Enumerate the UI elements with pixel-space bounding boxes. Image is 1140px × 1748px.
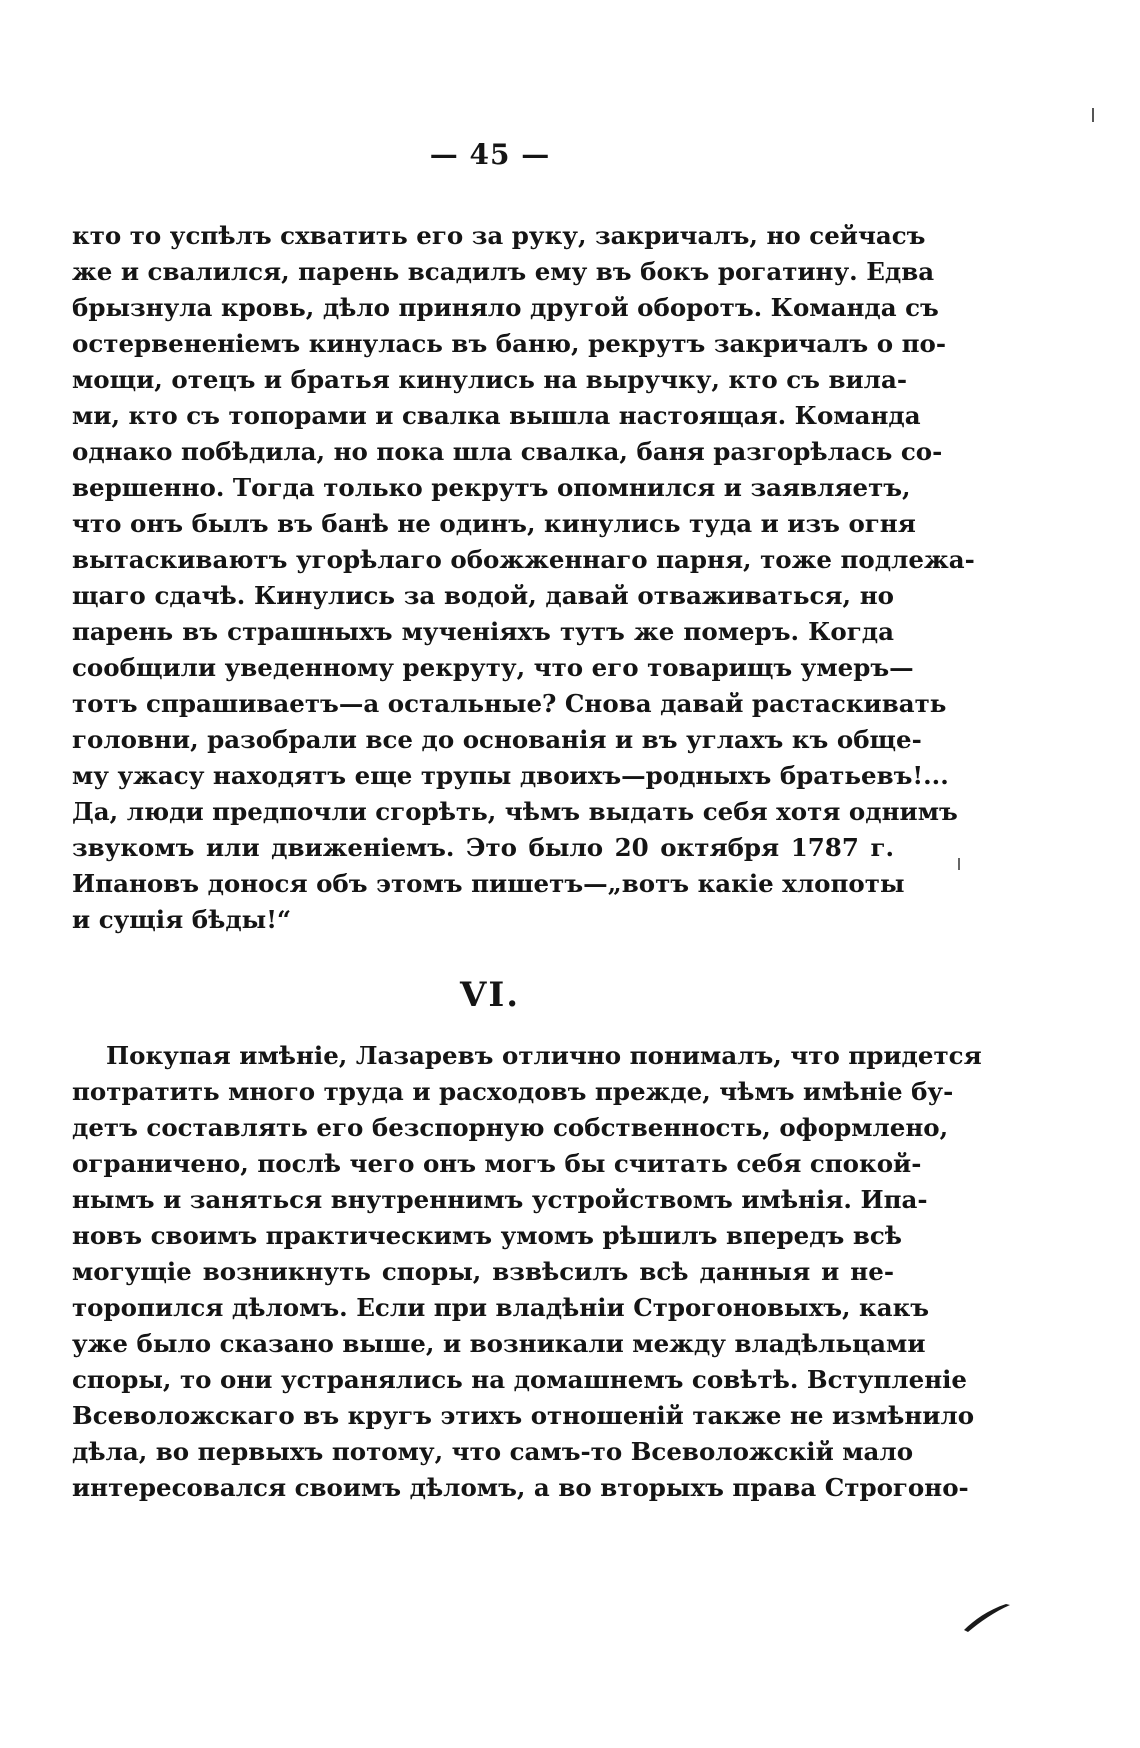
text-line: однако побѣдила, но пока шла свалка, баня разгорѣлась со- bbox=[72, 437, 943, 466]
text-line: мощи, отецъ и братья кинулись на выручку, кто съ вила- bbox=[72, 365, 907, 394]
text-line: же и свалился, парень всадилъ ему въ бокъ рогатину. Едва bbox=[72, 257, 935, 286]
text-line: Всеволожскаго въ кругъ этихъ отношеній также не измѣнило bbox=[72, 1401, 975, 1430]
text-line: что онъ былъ въ банѣ не одинъ, кинулись туда и изъ огня bbox=[72, 509, 916, 538]
page-number: — 45 — bbox=[429, 138, 551, 171]
text-line: новъ своимъ практическимъ умомъ рѣшилъ впередъ всѣ bbox=[72, 1221, 903, 1250]
section-heading: VI. bbox=[459, 975, 521, 1015]
text-line: интересовался своимъ дѣломъ, а во вторыхъ права Строгоно- bbox=[72, 1473, 969, 1502]
text-line: остервененіемъ кинулась въ баню, рекрутъ закричалъ о по- bbox=[72, 329, 947, 358]
text-line: головни, разобрали все до основанія и въ углахъ къ обще- bbox=[72, 725, 922, 754]
margin-speck bbox=[958, 858, 960, 870]
paragraph-continued bbox=[72, 218, 975, 938]
text-line: детъ составлять его безспорную собственность, оформлено, bbox=[72, 1113, 949, 1142]
text-line: споры, то они устранялись на домашнемъ совѣтѣ. Вступленіе bbox=[72, 1365, 968, 1394]
text-line: Покупая имѣніе, Лазаревъ отлично понималъ, что придется bbox=[106, 1041, 982, 1070]
text-line: вытаскиваютъ угорѣлаго обожженнаго парня, тоже подлежа- bbox=[72, 545, 975, 574]
text-line: щаго сдачѣ. Кинулись за водой, давай отваживаться, но bbox=[72, 581, 894, 610]
text-line: могущіе возникнуть споры, взвѣсилъ всѣ данныя и не- bbox=[72, 1257, 894, 1286]
text-line: Да, люди предпочли сгорѣть, чѣмъ выдать себя хотя однимъ bbox=[72, 797, 958, 826]
text-line: уже было сказано выше, и возникали между владѣльцами bbox=[72, 1329, 926, 1358]
text-line: нымъ и заняться внутреннимъ устройствомъ имѣнія. Ипа- bbox=[72, 1185, 928, 1214]
text-line: кто то успѣлъ схватить его за руку, закричалъ, но сейчасъ bbox=[72, 221, 926, 250]
text-line: ограничено, послѣ чего онъ могъ бы считать себя спокой- bbox=[72, 1149, 922, 1178]
text-line: парень въ страшныхъ мученіяхъ тутъ же померъ. Когда bbox=[72, 617, 894, 646]
pen-stroke-mark bbox=[960, 1596, 1020, 1636]
text-line: звукомъ или движеніемъ. Это было 20 октября 1787 г. bbox=[72, 833, 894, 862]
margin-speck bbox=[1092, 108, 1094, 122]
text-line: сообщили уведенному рекруту, что его товарищъ умеръ— bbox=[72, 653, 914, 682]
text-line: брызнула кровь, дѣло приняло другой оборотъ. Команда съ bbox=[72, 293, 939, 322]
text-line: потратить много труда и расходовъ прежде, чѣмъ имѣніе бу- bbox=[72, 1077, 954, 1106]
text-line: тотъ спрашиваетъ—а остальные? Снова давай растаскивать bbox=[72, 689, 947, 718]
text-line: дѣла, во первыхъ потому, что самъ-то Всеволожскій мало bbox=[72, 1437, 914, 1466]
text-line: вершенно. Тогда только рекрутъ опомнился и заявляетъ, bbox=[72, 473, 911, 502]
text-line: торопился дѣломъ. Если при владѣніи Строгоновыхъ, какъ bbox=[72, 1293, 930, 1322]
section-paragraph bbox=[72, 1038, 982, 1506]
text-line: му ужасу находятъ еще трупы двоихъ—родныхъ братьевъ!... bbox=[72, 761, 949, 790]
text-line: ми, кто съ топорами и свалка вышла настоящая. Команда bbox=[72, 401, 921, 430]
text-line: и сущія бѣды!“ bbox=[72, 905, 292, 934]
text-line: Ипановъ донося объ этомъ пишетъ—„вотъ какіе хлопоты bbox=[72, 869, 905, 898]
